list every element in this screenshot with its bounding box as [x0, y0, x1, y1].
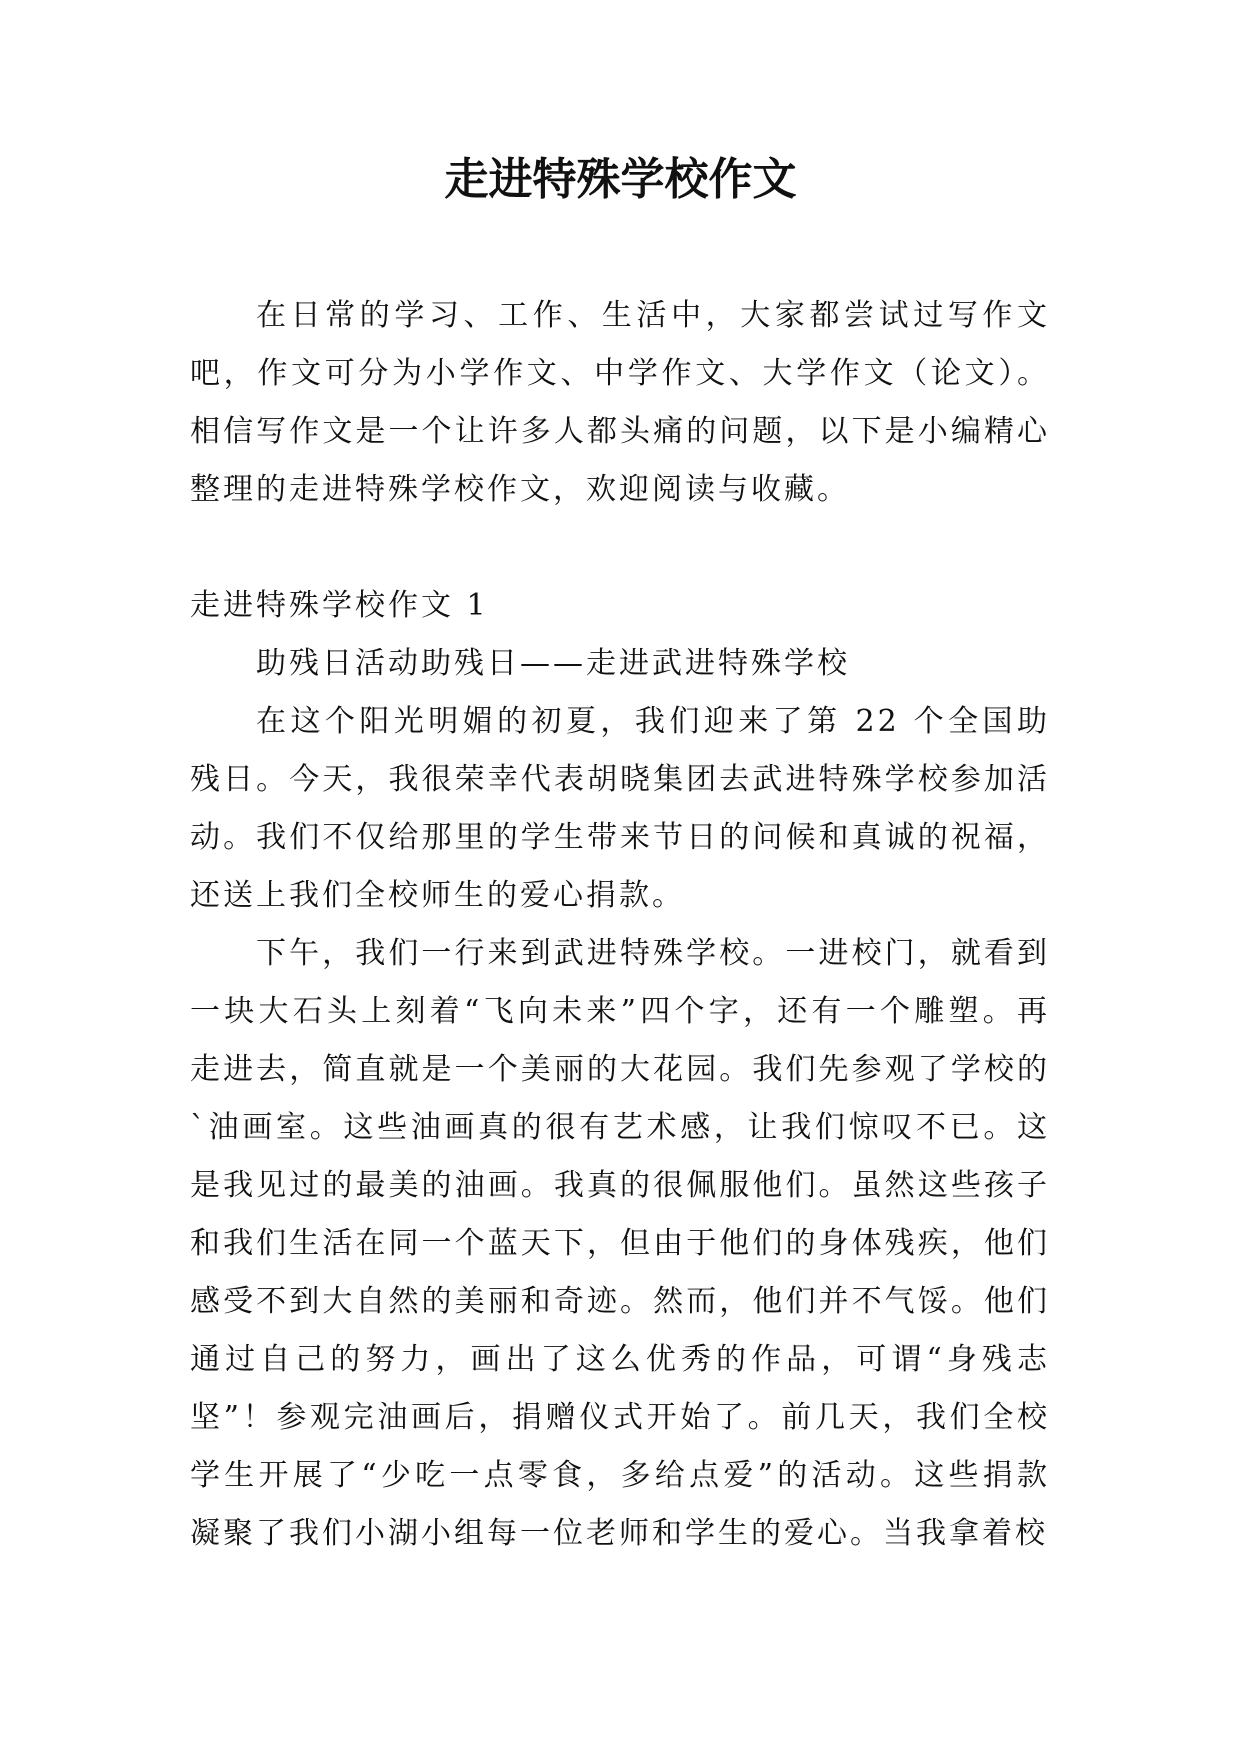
document-title: 走进特殊学校作文: [444, 154, 797, 205]
body-paragraph-1: 在这个阳光明媚的初夏，我们迎来了第 22 个全国助残日。今天，我很荣幸代表胡晓集团去武进特殊学校参加活动。我们不仅给那里的学生带来节日的问候和真诚的祝福，还送上我们全校师生的爱心捐款。: [190, 704, 1050, 913]
paragraph-spacer: [190, 519, 1050, 577]
document-body: [190, 287, 1050, 1563]
body-paragraph-2: 下午，我们一行来到武进特殊学校。一进校门，就看到一块大石头上刻着“飞向未来”四个字，还有一个雕塑。再走进去，简直就是一个美丽的大花园。我们先参观了学校的`油画室。这些油画真的很有艺术感，让我们惊叹不已。这是我见过的最美的油画。我真的很佩服他们。虽然这些孩子和我们生活在同一个蓝天下，但由于他们的身体残疾，他们感受不到大自然的美丽和奇迹。然而，他们并不气馁。他们通过自己的努力，画出了这么优秀的作品，可谓“身残志坚”！参观完油画后，捐赠仪式开始了。前几天，我们全校学生开展了“少吃一点零食，多给点爱”的活动。这些捐款凝聚了我们小湖小组每一位老师和学生的爱心。当我拿着校: [190, 936, 1050, 1551]
intro-paragraph: 在日常的学习、工作、生活中，大家都尝试过写作文吧，作文可分为小学作文、中学作文、大学作文（论文）。相信写作文是一个让许多人都头痛的问题，以下是小编精心整理的走进特殊学校作文，欢迎阅读与收藏。: [190, 298, 1050, 507]
section-subtitle: 助残日活动助残日——走进武进特殊学校: [256, 646, 850, 681]
section-heading: 走进特殊学校作文 1: [190, 588, 489, 623]
